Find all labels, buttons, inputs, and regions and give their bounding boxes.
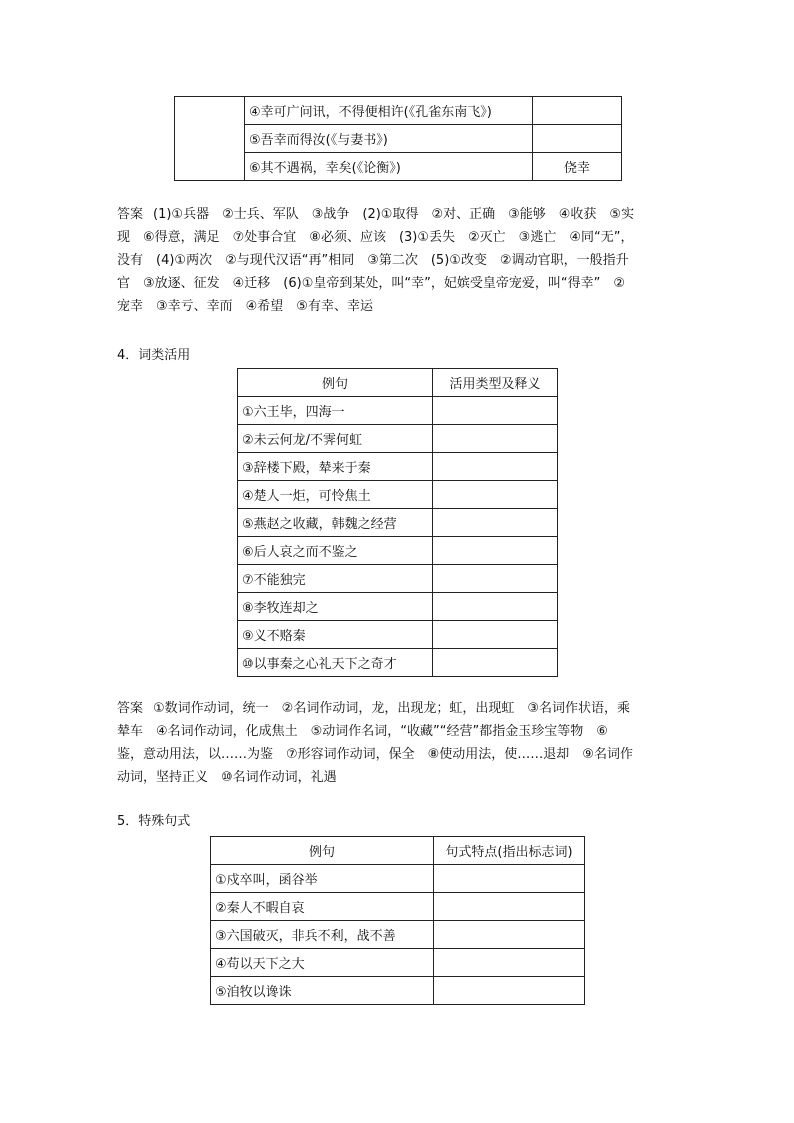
example-cell: ①六王毕，四海一 — [238, 397, 433, 425]
section-heading-5: 5．特殊句式 — [117, 814, 191, 829]
merged-category-cell — [175, 97, 245, 181]
answer-line: 鉴，意动用法，以……为鉴 ⑦形容词作动词，保全 ⑧使动用法，使……退却 ⑨名词作 — [117, 747, 633, 762]
answer-line — [117, 697, 677, 720]
example-cell: ⑤洎牧以谗诛 — [211, 977, 434, 1005]
answer-line: 动词，坚持正义 ⑩名词作动词，礼遇 — [117, 770, 337, 785]
answer-cell — [433, 397, 558, 425]
example-cell: ④幸可广问讯，不得便相许(《孔雀东南飞》) — [245, 97, 533, 125]
example-cell: ②秦人不暇自哀 — [211, 893, 434, 921]
example-cell: ④楚人一炬，可怜焦土 — [238, 481, 433, 509]
table-row — [238, 565, 558, 593]
answer-cell — [433, 425, 558, 453]
table-row — [211, 893, 585, 921]
table-row — [175, 97, 622, 125]
table-row — [238, 649, 558, 677]
example-cell: ⑩以事秦之心礼天下之奇才 — [238, 649, 433, 677]
meaning-cell: 侥幸 — [533, 153, 622, 181]
example-cell: ①戍卒叫，函谷举 — [211, 865, 434, 893]
column-header-example: 例句 — [238, 369, 433, 397]
answer-cell — [433, 509, 558, 537]
example-cell: ④苟以天下之大 — [211, 949, 434, 977]
table-row — [238, 425, 558, 453]
table-row — [238, 397, 558, 425]
example-cell: ⑥其不遇祸，幸矣(《论衡》) — [245, 153, 533, 181]
answer-line: 官 ③放逐、征发 ④迁移 (6)①皇帝到某处，叫“幸”，妃嫔受皇帝宠爱，叫“得幸” ② — [117, 276, 625, 291]
column-header-usage: 活用类型及释义 — [433, 369, 558, 397]
sentence-pattern-table — [210, 836, 585, 1005]
table-row — [238, 537, 558, 565]
answer-line: 现 ⑥得意，满足 ⑦处事合宜 ⑧必须、应该 (3)①丢失 ②灭亡 ③逃亡 ④同“无”， — [117, 230, 634, 245]
answer-paragraph-1 — [117, 203, 677, 318]
meaning-cell — [533, 125, 622, 153]
answer-paragraph-2 — [117, 697, 677, 789]
table-row — [238, 621, 558, 649]
table-row — [238, 509, 558, 537]
table-row — [211, 921, 585, 949]
answer-cell — [433, 621, 558, 649]
answer-cell — [433, 593, 558, 621]
example-cell: ⑨义不赂秦 — [238, 621, 433, 649]
table-row — [238, 593, 558, 621]
column-header-pattern: 句式特点(指出标志词) — [434, 837, 585, 865]
table-row — [211, 977, 585, 1005]
example-cell: ⑧李牧连却之 — [238, 593, 433, 621]
column-header-example: 例句 — [211, 837, 434, 865]
answer-cell — [433, 565, 558, 593]
example-cell: ③辞楼下殿，辇来于秦 — [238, 453, 433, 481]
answer-cell — [434, 921, 585, 949]
answer-cell — [433, 453, 558, 481]
answer-cell — [434, 865, 585, 893]
answer-line: 辇车 ④名词作动词，化成焦土 ⑤动词作名词，“收藏”“经营”都指金玉珍宝等物 ⑥ — [117, 724, 608, 739]
table-header-row — [211, 837, 585, 865]
example-cell: ⑤吾幸而得汝(《与妻书》) — [245, 125, 533, 153]
answer-cell — [434, 949, 585, 977]
answer-label: 答案 — [117, 207, 144, 222]
example-cell: ⑤燕赵之收藏，韩魏之经营 — [238, 509, 433, 537]
top-table — [174, 96, 622, 181]
answer-cell — [433, 649, 558, 677]
word-usage-table — [237, 368, 558, 677]
table-header-row — [238, 369, 558, 397]
meaning-cell — [533, 97, 622, 125]
table-row — [211, 865, 585, 893]
example-cell: ⑦不能独完 — [238, 565, 433, 593]
example-cell: ③六国破灭，非兵不利，战不善 — [211, 921, 434, 949]
answer-text: (1)①兵器 ②士兵、军队 ③战争 (2)①取得 ②对、正确 ③能够 ④收获 ⑤实 — [153, 207, 635, 222]
answer-cell — [434, 977, 585, 1005]
answer-line — [117, 203, 677, 226]
answer-line: 没有 (4)①两次 ②与现代汉语“再”相同 ③第二次 (5)①改变 ②调动官职，一般指升 — [117, 253, 629, 268]
table-row — [211, 949, 585, 977]
section-heading-4: 4．词类活用 — [117, 348, 191, 363]
table-row — [238, 481, 558, 509]
example-cell: ⑥后人哀之而不鉴之 — [238, 537, 433, 565]
answer-label: 答案 — [117, 701, 144, 716]
answer-cell — [434, 893, 585, 921]
example-cell: ②未云何龙/不霁何虹 — [238, 425, 433, 453]
answer-line: 宠幸 ③幸亏、幸而 ④希望 ⑤有幸、幸运 — [117, 299, 373, 314]
answer-cell — [433, 481, 558, 509]
answer-cell — [433, 537, 558, 565]
answer-text: ①数词作动词，统一 ②名词作动词，龙，出现龙；虹，出现虹 ③名词作状语，乘 — [153, 701, 630, 716]
table-row — [238, 453, 558, 481]
